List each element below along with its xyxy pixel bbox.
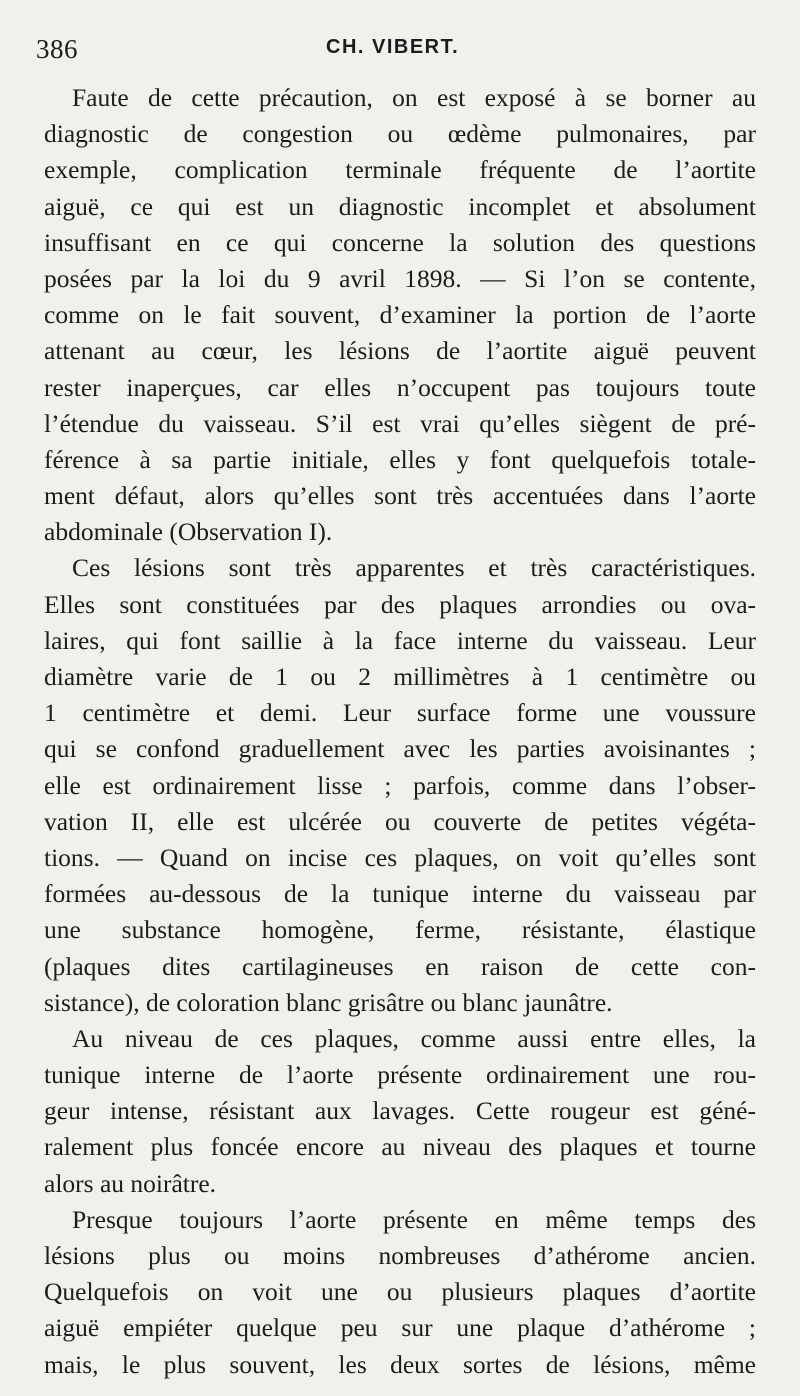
- text-line: elle est ordinairement lisse ; parfois, comme dans l’obser-: [44, 770, 756, 800]
- text-line: férence à sa partie initiale, elles y font quelquefois totale-: [44, 444, 756, 474]
- text-line: Faute de cette précaution, on est exposé à se borner au: [72, 83, 756, 112]
- text-line: rester inaperçues, car elles n’occupent pas toujours toute: [44, 372, 756, 402]
- text-line: (plaques dites cartilagineuses en raison de cette con-: [44, 951, 756, 981]
- text-line: tunique interne de l’aorte présente ordinairement une rou-: [44, 1060, 756, 1090]
- text-line: mais, le plus souvent, les deux sortes de lésions, même: [44, 1349, 756, 1379]
- text-line: formées au-dessous de la tunique interne du vaisseau par: [44, 879, 756, 909]
- text-line: l’étendue du vaisseau. S’il est vrai qu’elles siègent de pré-: [44, 408, 756, 438]
- page-number: 386: [36, 34, 78, 64]
- text-line: exemple, complication terminale fréquente de l’aortite: [44, 155, 756, 185]
- text-line: une substance homogène, ferme, résistante, élastique: [44, 915, 756, 945]
- text-line: laires, qui font saillie à la face interne du vaisseau. Leur: [44, 625, 756, 655]
- text-line: diamètre varie de 1 ou 2 millimètres à 1 centimètre ou: [44, 662, 756, 691]
- text-line: Au niveau de ces plaques, comme aussi entre elles, la: [72, 1023, 756, 1053]
- text-line: sistance), de coloration blanc grisâtre ou blanc jaunâtre.: [44, 987, 613, 1017]
- text-line: alors au noirâtre.: [44, 1168, 217, 1198]
- text-line: geur intense, résistant aux lavages. Cette rougeur est géné-: [44, 1096, 756, 1126]
- text-line: Presque toujours l’aorte présente en même temps des: [72, 1204, 756, 1234]
- text-line: Elles sont constituées par des plaques arrondies ou ova-: [44, 589, 756, 619]
- text-line: insuffisant en ce qui concerne la solution des questions: [44, 227, 756, 257]
- text-line: Ces lésions sont très apparentes et très caractéristiques.: [72, 553, 756, 583]
- text-line: attenant au cœur, les lésions de l’aortite aiguë peuvent: [44, 336, 756, 366]
- text-line: lésions plus ou moins nombreuses d’athérome ancien.: [44, 1241, 756, 1270]
- text-line: aiguë empiéter quelque peu sur une plaque d’athérome ;: [44, 1313, 756, 1343]
- text-line: vation II, elle est ulcérée ou couverte de petites végéta-: [44, 806, 756, 836]
- body-text: [44, 80, 756, 1383]
- text-line: comme on le fait souvent, d’examiner la portion de l’aorte: [44, 300, 756, 330]
- running-head: CH. VIBERT.: [326, 36, 460, 58]
- page-header: [36, 34, 776, 74]
- text-line: Quelquefois on voit une ou plusieurs plaques d’aortite: [44, 1277, 756, 1307]
- text-line: posées par la loi du 9 avril 1898. — Si l’on se contente,: [44, 263, 756, 293]
- text-line: aiguë, ce qui est un diagnostic incomplet et absolument: [44, 191, 756, 221]
- text-line: tions. — Quand on incise ces plaques, on voit qu’elles sont: [44, 842, 756, 872]
- text-line: 1 centimètre et demi. Leur surface forme une voussure: [44, 698, 756, 728]
- text-line: abdominale (Observation I).: [44, 517, 333, 547]
- text-line: qui se confond graduellement avec les parties avoisinantes ;: [44, 734, 756, 764]
- text-line: ment défaut, alors qu’elles sont très accentuées dans l’aorte: [44, 481, 756, 511]
- text-line: diagnostic de congestion ou œdème pulmonaires, par: [44, 119, 756, 149]
- text-line: ralement plus foncée encore au niveau des plaques et tourne: [44, 1132, 756, 1162]
